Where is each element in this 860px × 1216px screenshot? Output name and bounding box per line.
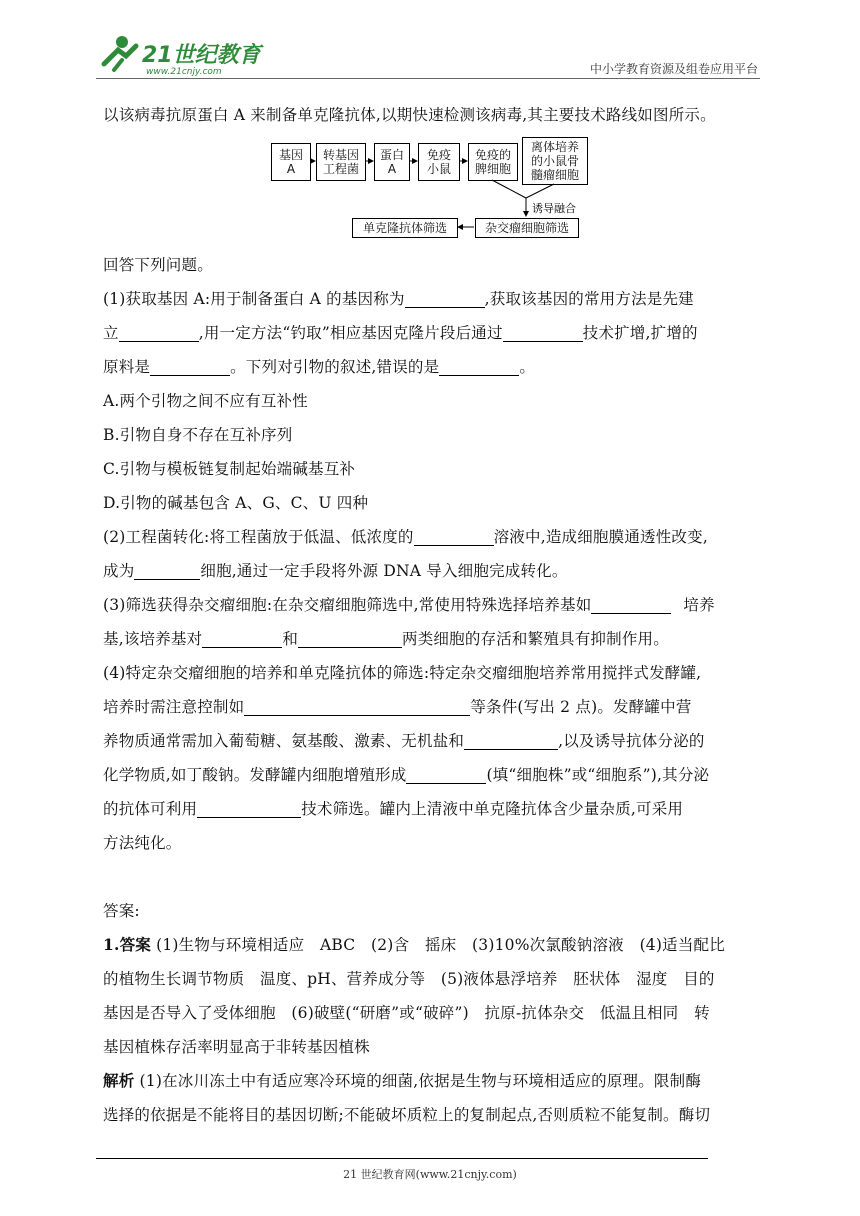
q4-line2 xyxy=(103,690,763,724)
answer-1-line2: 的植物生长调节物质 温度、pH、营养成分等 (5)液体悬浮培养 胚状体 湿度 目的 xyxy=(103,970,715,988)
q2-text: 细胞,通过一定手段将外源 DNA 导入细胞完成转化。 xyxy=(200,562,568,580)
q2-text: 溶液中,造成细胞膜通透性改变, xyxy=(493,528,708,546)
analysis-text: (1)在冰川冻土中有适应寒冷环境的细菌,依据是生物与环境相适应的原理。限制酶 xyxy=(134,1072,702,1090)
q4-text: 等条件(写出 2 点)。发酵罐中营 xyxy=(470,698,692,716)
question-prompt: 回答下列问题。 xyxy=(103,256,213,274)
option-d: D.引物的碱基包含 A、G、C、U 四种 xyxy=(103,494,369,512)
arrow-label-fusion: 诱导融合 xyxy=(532,202,576,215)
answer-blank[interactable] xyxy=(202,629,282,648)
q4-text: (填“细胞株”或“细胞系”),其分泌 xyxy=(486,766,710,784)
flow-box-spleen-cells xyxy=(468,143,518,181)
answer-blank[interactable] xyxy=(503,323,583,342)
q4-text: ,以及诱导抗体分泌的 xyxy=(558,732,705,750)
q1-line1 xyxy=(103,282,763,316)
q1-text: 原料是 xyxy=(103,358,151,376)
flow-box-label: 转基因 工程菌 xyxy=(322,148,359,176)
answer-blank[interactable] xyxy=(406,765,486,784)
flow-box-immune-mouse xyxy=(418,143,460,181)
q4-line3 xyxy=(103,724,763,758)
answer-blank[interactable] xyxy=(119,323,199,342)
footer-text: 21 世纪教育网(www.21cnjy.com) xyxy=(343,1168,517,1181)
q4-text: 技术筛选。罐内上清液中单克隆抗体含少量杂质,可采用 xyxy=(301,800,684,818)
q4-text: 的抗体可利用 xyxy=(103,800,198,818)
answer-blank[interactable] xyxy=(405,289,485,308)
option-c: C.引物与模板链复制起始端碱基互补 xyxy=(103,460,356,478)
q4-line6: 方法纯化。 xyxy=(103,834,182,852)
answer-label: 1.答案 xyxy=(103,935,151,954)
flow-box-label: 免疫 小鼠 xyxy=(426,148,451,176)
answer-blank[interactable] xyxy=(150,357,230,376)
answer-blank[interactable] xyxy=(197,799,301,818)
answer-blank[interactable] xyxy=(439,357,519,376)
flow-box-myeloma-cells xyxy=(522,137,588,185)
answer-1-line3: 基因是否导入了受体细胞 (6)破壁(“研磨”或“破碎”) 抗原-抗体杂交 低温且相同 转 xyxy=(103,1004,710,1022)
answers-heading: 答案: xyxy=(103,902,140,920)
intro-text: 以该病毒抗原蛋白 A 来制备单克隆抗体,以期快速检测该病毒,其主要技术路线如图所示。 xyxy=(103,106,716,124)
analysis-line2: 选择的依据是不能将目的基因切断;不能破坏质粒上的复制起点,否则质粒不能复制。酶切 xyxy=(103,1106,711,1124)
option-a: A.两个引物之间不应有互补性 xyxy=(103,392,308,410)
analysis-line1 xyxy=(103,1064,763,1098)
q3-text: 两类细胞的存活和繁殖具有抑制作用。 xyxy=(402,630,669,648)
platform-name: 中小学教育资源及组卷应用平台 xyxy=(589,62,758,76)
answer-1-line1 xyxy=(103,928,763,962)
flow-box-protein-a xyxy=(374,143,410,181)
option-b: B.引物自身不存在互补序列 xyxy=(103,426,293,444)
q3-line2 xyxy=(103,622,763,656)
answer-blank[interactable] xyxy=(591,595,671,614)
q1-text: 。下列对引物的叙述,错误的是 xyxy=(230,358,440,376)
flow-box-label: 杂交瘤细胞筛选 xyxy=(484,221,569,235)
q1-line2 xyxy=(103,316,763,350)
q2-text: (2)工程菌转化:将工程菌放于低温、低浓度的 xyxy=(103,528,414,546)
answer-1-line4: 基因植株存活率明显高于非转基因植株 xyxy=(103,1038,370,1056)
answer-blank[interactable] xyxy=(134,561,200,580)
q4-text: 养物质通常需加入葡萄糖、氨基酸、激素、无机盐和 xyxy=(103,732,465,750)
flow-box-label: 离体培养 的小鼠骨 髓瘤细胞 xyxy=(530,140,579,182)
q1-text: 立 xyxy=(103,324,119,342)
q4-text: 化学物质,如丁酸钠。发酵罐内细胞增殖形成 xyxy=(103,766,407,784)
answer-text: (1)生物与环境相适应 ABC (2)含 摇床 (3)10%次氯酸钠溶液 (4)适当配比 xyxy=(150,936,725,954)
answer-blank[interactable] xyxy=(464,731,558,750)
q4-line4 xyxy=(103,758,763,792)
q3-text: 培养 xyxy=(683,596,715,614)
flow-box-engineered-bacteria xyxy=(316,143,366,181)
logo-url: www.21cnjy.com xyxy=(146,67,222,77)
q1-text: 技术扩增,扩增的 xyxy=(582,324,698,342)
answer-blank[interactable] xyxy=(244,697,470,716)
answer-blank[interactable] xyxy=(414,527,494,546)
q3-text: (3)筛选获得杂交瘤细胞:在杂交瘤细胞筛选中,常使用特殊选择培养基如 xyxy=(103,596,592,614)
q3-text: 基,该培养基对 xyxy=(103,630,203,648)
flow-box-gene-a xyxy=(271,143,311,181)
site-logo xyxy=(96,30,266,80)
footer-divider xyxy=(96,1158,708,1159)
q1-text: 。 xyxy=(519,358,536,376)
q1-text: (1)获取基因 A:用于制备蛋白 A 的基因称为 xyxy=(103,290,405,308)
answer-blank[interactable] xyxy=(298,629,402,648)
q4-line1: (4)特定杂交瘤细胞的培养和单克隆抗体的筛选:特定杂交瘤细胞培养常用搅拌式发酵罐, xyxy=(103,664,702,682)
flow-box-hybridoma-screening xyxy=(475,218,579,238)
q2-line1 xyxy=(103,520,763,554)
logo-text: 21世纪教育 xyxy=(142,43,261,68)
flow-box-label: 免疫的 脾细胞 xyxy=(474,148,511,176)
q1-text: ,用一定方法“钓取”相应基因克隆片段后通过 xyxy=(198,324,503,342)
q1-line3 xyxy=(103,350,763,384)
analysis-label: 解析 xyxy=(103,1071,135,1090)
flow-box-label: 蛋白 A xyxy=(379,148,404,176)
q4-line5 xyxy=(103,792,763,826)
q1-text: ,获取该基因的常用方法是先建 xyxy=(484,290,694,308)
q3-text: 和 xyxy=(282,630,299,648)
flow-box-label: 单克隆抗体筛选 xyxy=(362,221,447,235)
q4-text: 培养时需注意控制如 xyxy=(103,698,245,716)
flow-box-label: 基因 A xyxy=(278,148,303,176)
q2-text: 成为 xyxy=(103,562,135,580)
q2-line2 xyxy=(103,554,763,588)
q3-line1 xyxy=(103,588,763,622)
flow-box-antibody-screening xyxy=(352,218,458,238)
header-divider xyxy=(96,78,760,79)
